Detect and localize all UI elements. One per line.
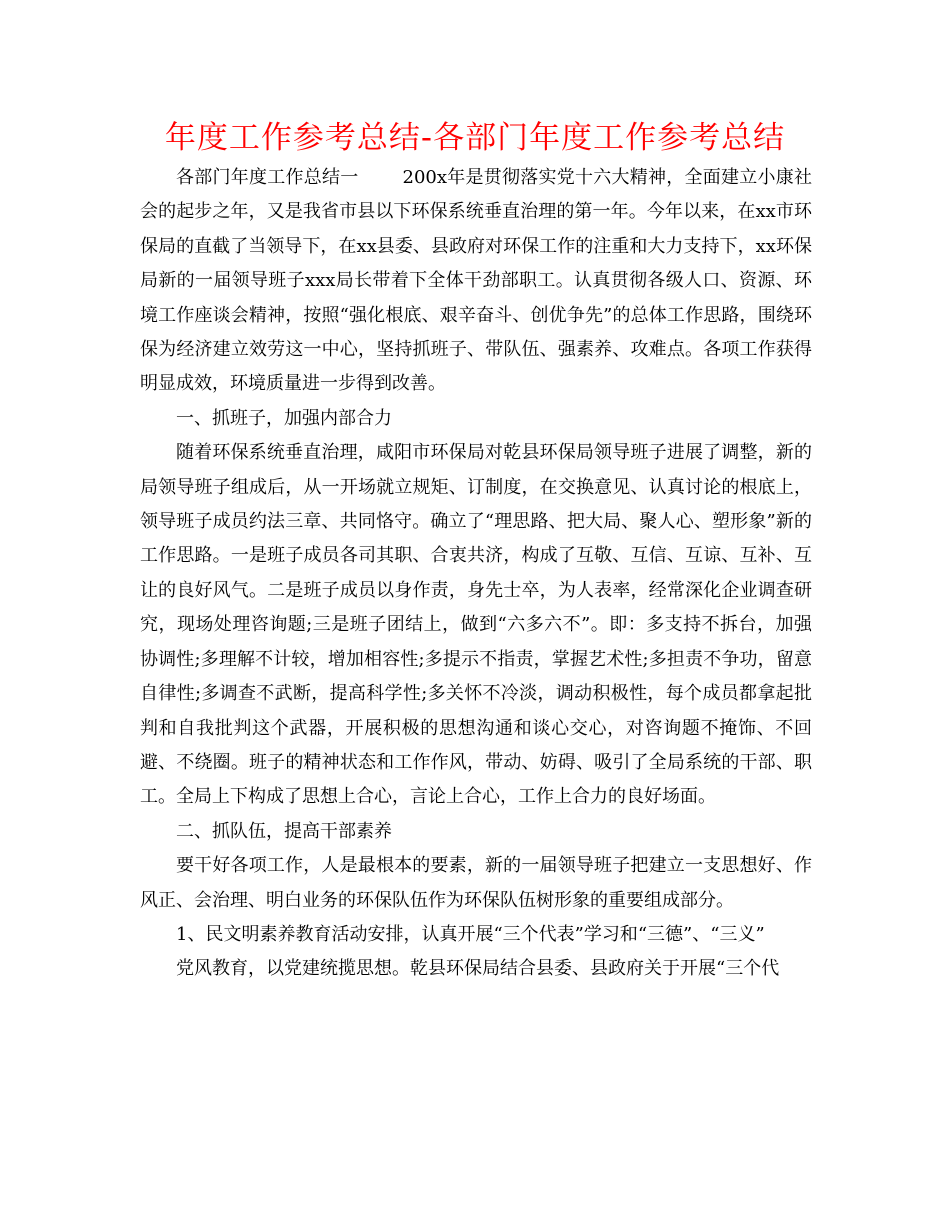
document-title: 年度工作参考总结-各部门年度工作参考总结 bbox=[164, 120, 786, 156]
intro-paragraph bbox=[140, 161, 812, 402]
section-heading-2: 二、抓队伍，提高干部素养 bbox=[176, 820, 392, 842]
paragraph-4: 党风教育，以党建统揽思想。乾县环保局结合县委、县政府关于开展“三个代 bbox=[176, 958, 780, 980]
paragraph-1: 随着环保系统垂直治理，咸阳市环保局对乾县环保局领导班子进展了调整，新的局领导班子组成后，从一开场就立规矩、订制度，在交换意见、认真讨论的根底上，领导班子成员约法三章、共同恪守。确立了“理思路、把大局、聚人心、塑形象”新的工作思路。一是班子成员各司其职、合衷共济，构成了互敬、互信、互谅、互补、互让的良好风气。二是班子成员以身作责，身先士卒，为人表率，经常深化企业调查研究，现场处理咨询题;三是班子团结上，做到“六多六不”。即：多支持不拆台，加强协调性;多理解不计较，增加相容性;多提示不指责，掌握艺术性;多担责不争功，留意自律性;多调查不武断，提高科学性;多关怀不冷淡，调动积极性，每个成员都拿起批判和自我批判这个武器，开展积极的思想沟通和谈心交心，对咨询题不掩饰、不回避、不绕圈。班子的精神状态和工作作风，带动、妨碍、吸引了全局系统的干部、职工。全局上下构成了思想上合心，言论上合心，工作上合力的良好场面。 bbox=[140, 442, 812, 808]
document-body bbox=[140, 161, 812, 987]
intro-lead: 各部门年度工作总结一 bbox=[176, 167, 359, 188]
paragraph-2: 要干好各项工作，人是最根本的要素，新的一届领导班子把建立一支思想好、作风正、会治理、明白业务的环保队伍作为环保队伍树形象的重要组成部分。 bbox=[140, 855, 812, 911]
paragraph-3: 1、民文明素养教育活动安排，认真开展“三个代表”学习和“三德”、“三义” bbox=[176, 923, 765, 945]
section-heading-1: 一、抓班子，加强内部合力 bbox=[176, 407, 392, 429]
intro-text: 200x年是贯彻落实党十六大精神，全面建立小康社会的起步之年，又是我省市县以下环保系统垂直治理的第一年。今年以来，在xx市环保局的直截了当领导下，在xx县委、县政府对环保工作的注重和大力支持下，xx环保局新的一届领导班子xxx局长带着下全体干劲部职工。认真贯彻各级人口、资源、环境工作座谈会精神，按照“强化根底、艰辛奋斗、创优争先”的总体工作思路，围绕环保为经济建立效劳这一中心，坚持抓班子、带队伍、强素养、攻难点。各项工作获得明显成效，环境质量进一步得到改善。 bbox=[140, 167, 812, 395]
